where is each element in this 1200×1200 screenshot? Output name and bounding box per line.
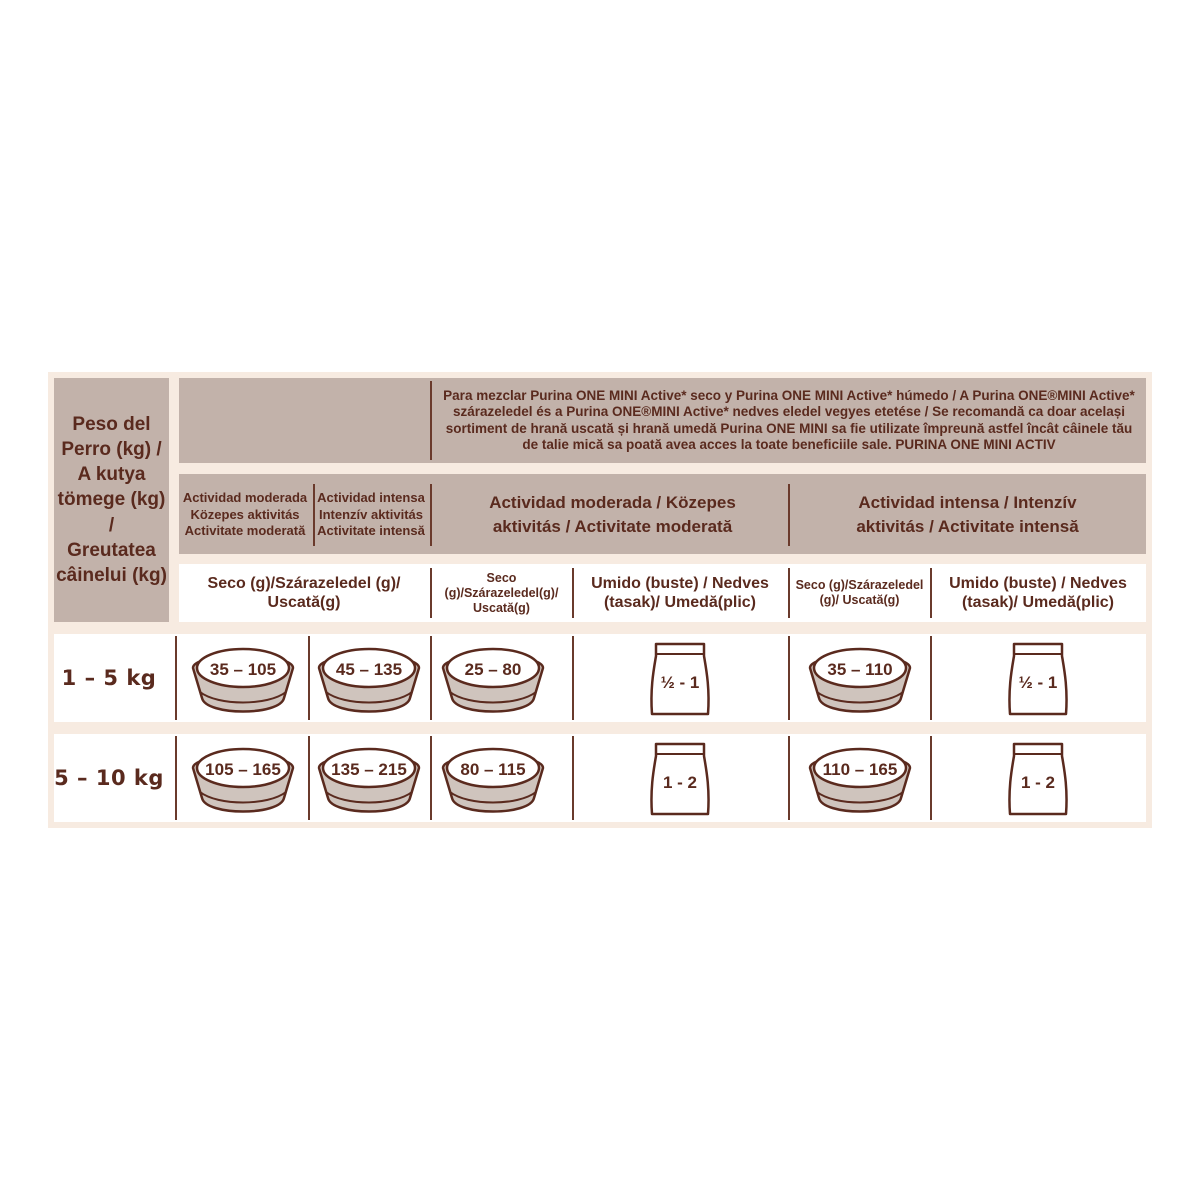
divider [572,736,574,820]
divider [430,484,432,546]
wet-pouch-icon [998,738,1078,820]
type-dry-only: Seco (g)/Szárazeledel (g)/ Uscată(g) [207,574,401,611]
pouch-amount: 1 - 2 [1020,773,1056,792]
type-mix-dry-moderate: Seco (g)/Szárazeledel(g)/ Uscată(g) [444,570,559,615]
food-bowl-icon [188,640,298,718]
bowl-amount: 80 – 115 [460,760,526,779]
row-weight-label: 1 – 5 kg [61,666,157,690]
bowl-amount: 45 – 135 [335,660,403,679]
type-mix-wet-intense: Umido (buste) / Nedves (tasak)/ Umedă(plic) [949,574,1127,611]
food-bowl-icon [188,740,298,818]
activity-mix-intense: Actividad intensa / Intenzív aktivitás / Activitate intensă [856,493,1079,536]
weight-column-header [54,378,169,622]
type-mix-dry-intense: Seco (g)/Szárazeledel (g)/ Uscată(g) [795,578,924,607]
type-mix-wet-moderate: Umido (buste) / Nedves (tasak)/ Umedă(plic) [591,574,769,611]
bowl-amount: 35 – 105 [209,660,277,679]
wet-pouch-icon [640,738,720,820]
row-weight-label: 5 – 10 kg [54,766,164,790]
pouch-amount: ½ - 1 [660,673,700,692]
pouch-amount: 1 - 2 [662,773,698,792]
divider [175,636,177,720]
divider [308,736,310,820]
mixed-feeding-note: Para mezclar Purina ONE MINI Active* seco y Purina ONE MINI Active* húmedo / A Purina ONE®MINI Active* szárazeledel és a Purina ONE®MINI Active* nedves eledel vegyes etetése / Se recomandă ca doar același sortiment de hrană uscată și hrană umedă Purina ONE MINI sa fie utilizate împreună astfel încât câinele tău de talie mică sa poată avea acces la toate beneficiile sale. PURINA ONE MINI ACTIV [443,387,1135,452]
food-bowl-icon [805,740,915,818]
food-bowl-icon [438,740,548,818]
divider [930,636,932,720]
divider [175,736,177,820]
weight-header-line: Greutatea [67,539,156,561]
divider [430,381,432,460]
divider [430,636,432,720]
bowl-amount: 135 – 215 [331,760,407,779]
divider [430,736,432,820]
divider [788,484,790,546]
wet-pouch-icon [640,638,720,720]
divider [308,636,310,720]
divider [788,636,790,720]
weight-header-line: Perro (kg) / [61,439,162,461]
weight-header-line: A kutya [77,464,146,486]
divider [930,736,932,820]
divider [572,636,574,720]
bowl-amount: 25 – 80 [464,660,522,679]
divider [788,736,790,820]
food-bowl-icon [314,640,424,718]
pouch-amount: ½ - 1 [1018,673,1058,692]
weight-header-line: Peso del [72,414,151,436]
food-bowl-icon [438,640,548,718]
activity-dry-moderate: Actividad moderada Közepes aktivitás Activitate moderată [182,489,308,539]
weight-header-line: tömege (kg) / [57,489,166,536]
bowl-amount: 110 – 165 [822,760,898,779]
bowl-amount: 35 – 110 [827,660,893,679]
food-bowl-icon [805,640,915,718]
wet-pouch-icon [998,638,1078,720]
activity-mix-moderate: Actividad moderada / Közepes aktivitás / Activitate moderată [489,493,736,536]
bowl-amount: 105 – 165 [205,760,281,779]
activity-dry-intense: Actividad intensa Intenzív aktivitás Activitate intensă [317,489,425,539]
food-bowl-icon [314,740,424,818]
weight-header-line: câinelui (kg) [56,564,167,586]
